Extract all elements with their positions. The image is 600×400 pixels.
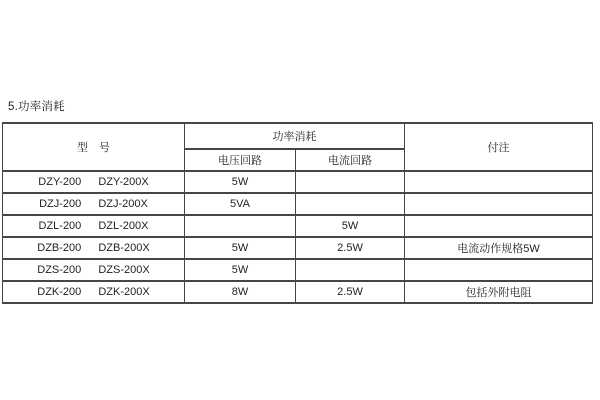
column-header-power-consumption: 功率消耗 <box>185 123 405 149</box>
model-name-x: DZY-200X <box>98 176 149 188</box>
column-header-voltage-circuit: 电压回路 <box>185 149 296 171</box>
remark-value: 包括外附电阻 <box>405 281 593 303</box>
current-circuit-value: 2.5W <box>296 281 405 303</box>
column-header-current-circuit: 电流回路 <box>296 149 405 171</box>
voltage-circuit-value: 5W <box>185 259 296 281</box>
table-row-dzl <box>3 215 593 237</box>
current-circuit-value <box>296 193 405 215</box>
model-cell <box>3 237 185 259</box>
model-name: DZY-200 <box>38 176 82 188</box>
column-header-model: 型 号 <box>3 123 185 171</box>
table-row-dzj <box>3 193 593 215</box>
column-header-remark: 付注 <box>405 123 593 171</box>
current-circuit-value <box>296 171 405 193</box>
power-consumption-table <box>2 122 593 304</box>
remark-value <box>405 215 593 237</box>
current-circuit-value <box>296 259 405 281</box>
current-circuit-value: 5W <box>296 215 405 237</box>
remark-value <box>405 259 593 281</box>
voltage-circuit-value: 5W <box>185 171 296 193</box>
remark-value <box>405 193 593 215</box>
model-name-x: DZK-200X <box>98 286 150 298</box>
voltage-circuit-value: 5W <box>185 237 296 259</box>
model-name: DZB-200 <box>37 242 82 254</box>
voltage-circuit-value: 8W <box>185 281 296 303</box>
header-row-top <box>3 123 593 149</box>
model-name-x: DZB-200X <box>98 242 150 254</box>
model-cell <box>3 171 185 193</box>
table-row-dzs <box>3 259 593 281</box>
section-title: 5.功率消耗 <box>8 101 65 113</box>
model-name-x: DZJ-200X <box>98 198 148 210</box>
table-row-dzk <box>3 281 593 303</box>
model-cell <box>3 215 185 237</box>
voltage-circuit-value: 5VA <box>185 193 296 215</box>
model-name: DZJ-200 <box>39 198 82 210</box>
current-circuit-value: 2.5W <box>296 237 405 259</box>
table-row-dzb <box>3 237 593 259</box>
model-cell <box>3 281 185 303</box>
model-name: DZS-200 <box>37 264 82 276</box>
voltage-circuit-value <box>185 215 296 237</box>
remark-value: 电流动作规格5W <box>405 237 593 259</box>
model-cell <box>3 193 185 215</box>
model-name: DZK-200 <box>37 286 82 298</box>
model-name-x: DZL-200X <box>98 220 149 232</box>
remark-value <box>405 171 593 193</box>
table-row-dzy <box>3 171 593 193</box>
model-name: DZL-200 <box>38 220 82 232</box>
model-cell <box>3 259 185 281</box>
model-name-x: DZS-200X <box>98 264 150 276</box>
